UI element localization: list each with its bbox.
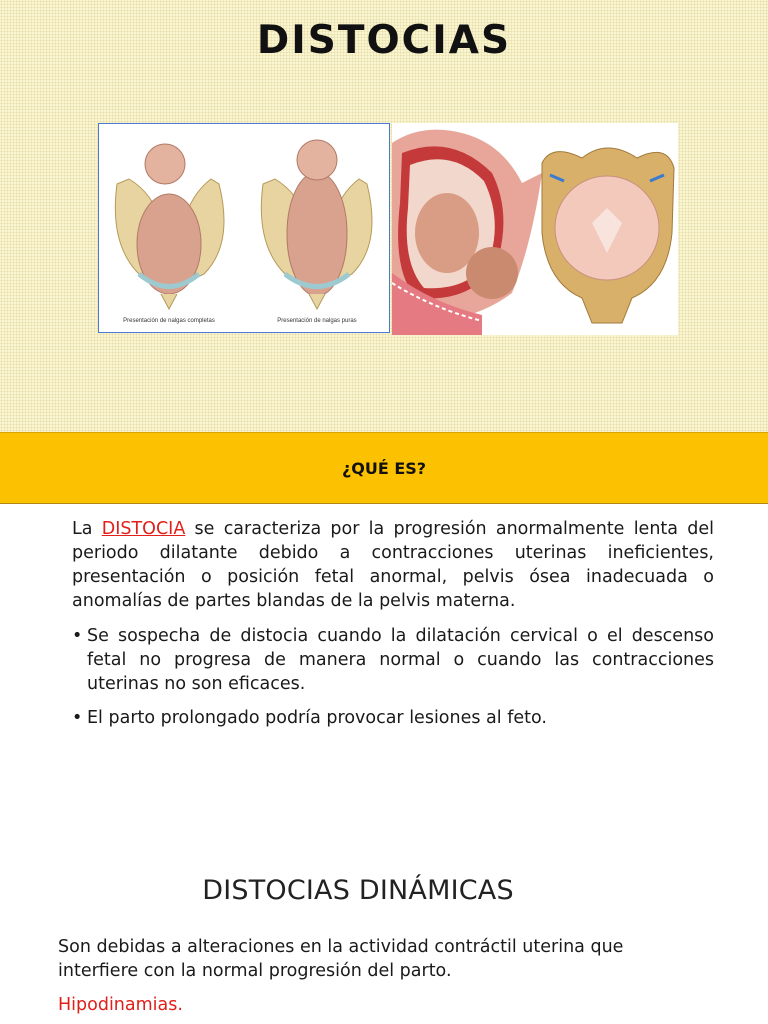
section-header: ¿QUÉ ES? (341, 459, 427, 478)
dynamic-dystocia-body: Son debidas a alteraciones en la actividad contráctil uterina que interfiere con la normal progresión del parto. (58, 937, 624, 981)
intro-prefix: La (72, 519, 102, 539)
definition-paragraph (72, 517, 714, 613)
pelvis-illustration-right (261, 140, 372, 309)
distocia-term: DISTOCIA (101, 519, 186, 539)
pelvis-illustration-left (115, 144, 224, 309)
uterus-cross-section (392, 130, 542, 335)
bullet-marker-2: • (72, 708, 83, 728)
intro-rest: se caracteriza por la progresión anormalmente lenta del periodo dilatante debido a contracciones uterinas ineficientes, presentación o posición fetal anormal, pelvis ósea inadecuada o anomalías de partes blandas de la pelvis materna. (72, 519, 714, 611)
section-header-bar (0, 432, 768, 504)
hypodynamia-subheading: Hipodinamias. (58, 995, 183, 1015)
pelvis-top-view (542, 148, 674, 323)
caption-right: Presentación de nalgas puras (277, 318, 357, 324)
dynamic-dystocia-title: DISTOCIAS DINÁMICAS (202, 875, 514, 906)
bullet-marker-1: • (72, 626, 83, 646)
breech-presentation-figure (98, 123, 390, 333)
breech-illustration (99, 124, 389, 332)
fetal-position-figures (392, 123, 678, 335)
bullet-item-1: Se sospecha de distocia cuando la dilatación cervical o el descenso fetal no progresa de manera normal o cuando las contracciones uterinas no son eficaces. (87, 626, 714, 694)
bullet-item-2: El parto prolongado podría provocar lesiones al feto. (87, 708, 547, 728)
uterus-and-pelvis-illustration (392, 123, 678, 335)
caption-left: Presentación de nalgas completas (123, 318, 215, 324)
title-slide (0, 0, 768, 432)
slide-title: DISTOCIAS (256, 18, 512, 63)
